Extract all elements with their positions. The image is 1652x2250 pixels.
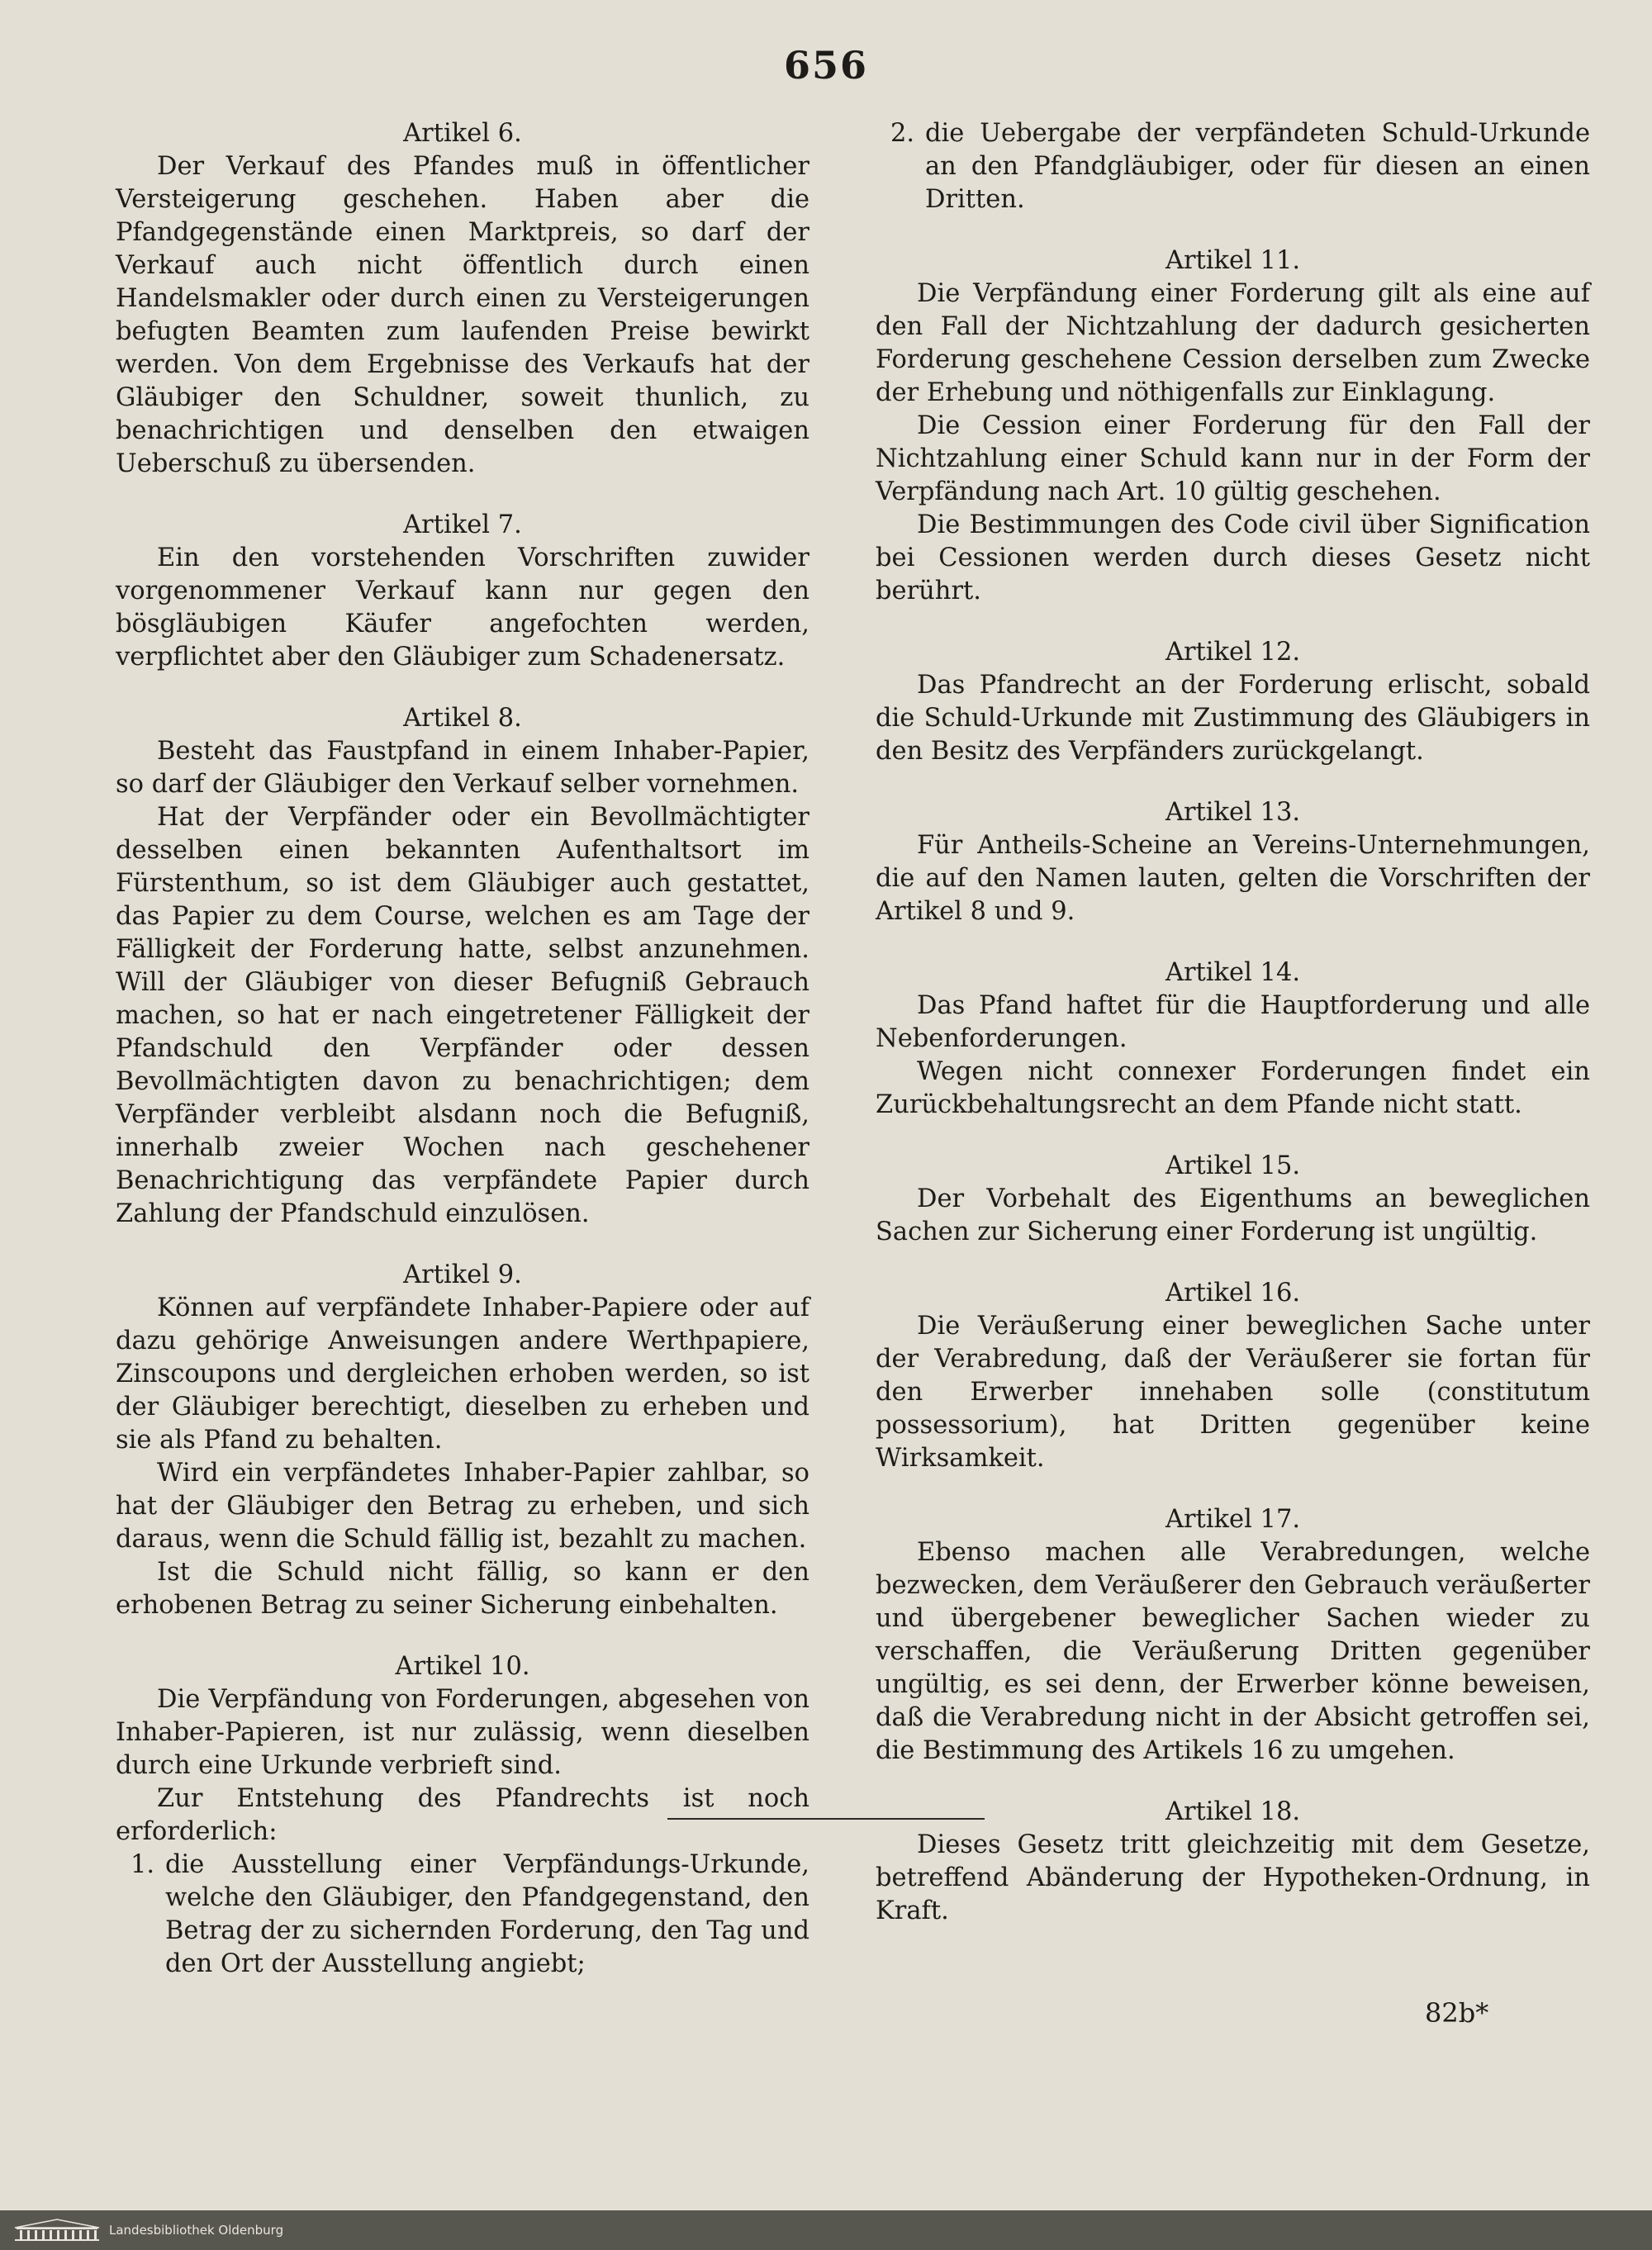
article-heading: Artikel 16. (1165, 1279, 1301, 1308)
article-heading: Artikel 11. (1165, 246, 1301, 275)
page-number: 656 (783, 43, 869, 88)
article-heading: Artikel 6. (403, 119, 522, 148)
right-column (876, 117, 1590, 1956)
article-heading: Artikel 15. (1165, 1151, 1301, 1180)
article-paragraph: Das Pfand haftet für die Hauptforderung und alle Nebenforderungen. (876, 991, 1590, 1053)
list-text: die Uebergabe der verpfändeten Schuld-Urkunde an den Pfandgläubiger, oder für diesen an einen Dritten. (925, 119, 1590, 214)
footer-bar (0, 2210, 1652, 2250)
article-paragraph: Ebenso machen alle Verabredungen, welche bezwecken, dem Veräußerer den Gebrauch veräußerter und übergebener beweglicher Sachen wieder zu verschaffen, die Veräußerung Dritten gegenüber ungültig, es sei denn, der Erwerber könne beweisen, daß die Verabredung nicht in der Absicht getroffen sei, die Bestimmung des Artikels 16 zu umgehen. (876, 1538, 1590, 1765)
article-paragraph: Die Verpfändung einer Forderung gilt als eine auf den Fall der Nichtzahlung der dadurch gesicherten Forderung geschehene Cession derselben zum Zwecke der Erhebung und nöthigenfalls zur Einklagung. (876, 279, 1590, 407)
article-paragraph: Die Bestimmungen des Code civil über Signification bei Cessionen werden durch dieses Gesetz nicht berührt. (876, 510, 1590, 605)
article-paragraph: Das Pfandrecht an der Forderung erlischt, sobald die Schuld-Urkunde mit Zustimmung des Gläubigers in den Besitz des Verpfänders zurückgelangt. (876, 671, 1590, 766)
list-number: 1. (131, 1850, 155, 1879)
article-heading: Artikel 12. (1165, 638, 1301, 667)
article-paragraph: Der Vorbehalt des Eigenthums an beweglichen Sachen zur Sicherung einer Forderung ist ungültig. (876, 1184, 1590, 1246)
article-paragraph: Besteht das Faustpfand in einem Inhaber-Papier, so darf der Gläubiger den Verkauf selber vornehmen. (116, 737, 809, 799)
article-heading: Artikel 18. (1165, 1797, 1301, 1826)
article-paragraph: Wegen nicht connexer Forderungen findet ein Zurückbehaltungsrecht an dem Pfande nicht statt. (876, 1057, 1590, 1119)
article-paragraph: Ist die Schuld nicht fällig, so kann er den erhobenen Betrag zu seiner Sicherung einbehalten. (116, 1558, 809, 1620)
left-column (116, 117, 809, 1981)
article-paragraph: Die Veräußerung einer beweglichen Sache unter der Verabredung, daß der Veräußerer sie fortan für den Erwerber innehaben solle (constitutum possessorium), hat Dritten gegenüber keine Wirksamkeit. (876, 1312, 1590, 1473)
article-heading: Artikel 17. (1165, 1505, 1301, 1534)
list-item (876, 117, 1590, 216)
article-heading: Artikel 9. (403, 1260, 522, 1289)
article-paragraph: Ein den vorstehenden Vorschriften zuwider vorgenommener Verkauf kann nur gegen den bösgläubigen Käufer angefochten werden, verpflichtet aber den Gläubiger zum Schadenersatz. (116, 544, 809, 672)
library-name: Landesbibliothek Oldenburg (109, 2223, 284, 2238)
list-text: die Ausstellung einer Verpfändungs-Urkunde, welche den Gläubiger, den Pfandgegenstand, den Betrag der zu sichernden Forderung, den Tag und den Ort der Ausstellung angiebt; (165, 1850, 809, 1978)
article-heading: Artikel 8. (403, 704, 522, 733)
list-item (116, 1849, 809, 1981)
list-number: 2. (890, 119, 915, 148)
article-heading: Artikel 14. (1165, 958, 1301, 987)
signature-mark: 82b* (1425, 1997, 1489, 2029)
article-paragraph: Hat der Verpfänder oder ein Bevollmächtigter desselben einen bekannten Aufenthaltsort im Fürstenthum, so ist dem Gläubiger auch gestattet, das Papier zu dem Course, welchen es am Tage der Fälligkeit der Forderung hatte, selbst anzunehmen. Will der Gläubiger von dieser Befugniß Gebrauch machen, so hat er nach eingetretener Fälligkeit der Pfandschuld den Verpfänder oder dessen Bevollmächtigten davon zu benachrichtigen; dem Verpfänder verbleibt alsdann noch die Befugniß, innerhalb zweier Wochen nach geschehener Benachrichtigung das verpfändete Papier durch Zahlung der Pfandschuld einzulösen. (116, 803, 809, 1228)
article-paragraph: Zur Entstehung des Pfandrechts ist noch erforderlich: (116, 1784, 809, 1846)
article-paragraph: Wird ein verpfändetes Inhaber-Papier zahlbar, so hat der Gläubiger den Betrag zu erheben, und sich daraus, wenn die Schuld fällig ist, bezahlt zu machen. (116, 1459, 809, 1554)
article-paragraph: Der Verkauf des Pfandes muß in öffentlicher Versteigerung geschehen. Haben aber die Pfandgegenstände einen Marktpreis, so darf der Verkauf auch nicht öffentlich durch einen Handelsmakler oder durch einen zu Versteigerungen befugten Beamten zum laufenden Preise bewirkt werden. Von dem Ergebnisse des Verkaufs hat der Gläubiger den Schuldner, soweit thunlich, zu benachrichtigen und denselben den etwaigen Ueberschuß zu übersenden. (116, 152, 809, 478)
closing-rule (667, 1818, 985, 1820)
library-building-icon (12, 2218, 102, 2243)
article-heading: Artikel 10. (395, 1652, 530, 1681)
article-paragraph: Können auf verpfändete Inhaber-Papiere oder auf dazu gehörige Anweisungen andere Werthpapiere, Zinscoupons und dergleichen erhoben werden, so ist der Gläubiger berechtigt, dieselben zu erheben und sie als Pfand zu behalten. (116, 1294, 809, 1455)
article-heading: Artikel 13. (1165, 798, 1301, 827)
article-paragraph: Für Antheils-Scheine an Vereins-Unternehmungen, die auf den Namen lauten, gelten die Vorschriften der Artikel 8 und 9. (876, 831, 1590, 926)
article-heading: Artikel 7. (403, 510, 522, 539)
requirements-list-continued (876, 117, 1590, 216)
article-paragraph: Die Cession einer Forderung für den Fall der Nichtzahlung einer Schuld kann nur in der Form der Verpfändung nach Art. 10 gültig geschehen. (876, 411, 1590, 506)
article-paragraph: Dieses Gesetz tritt gleichzeitig mit dem Gesetze, betreffend Abänderung der Hypotheken-Ordnung, in Kraft. (876, 1830, 1590, 1925)
article-paragraph: Die Verpfändung von Forderungen, abgesehen von Inhaber-Papieren, ist nur zulässig, wenn dieselben durch eine Urkunde verbrieft sind. (116, 1685, 809, 1780)
requirements-list (116, 1849, 809, 1981)
